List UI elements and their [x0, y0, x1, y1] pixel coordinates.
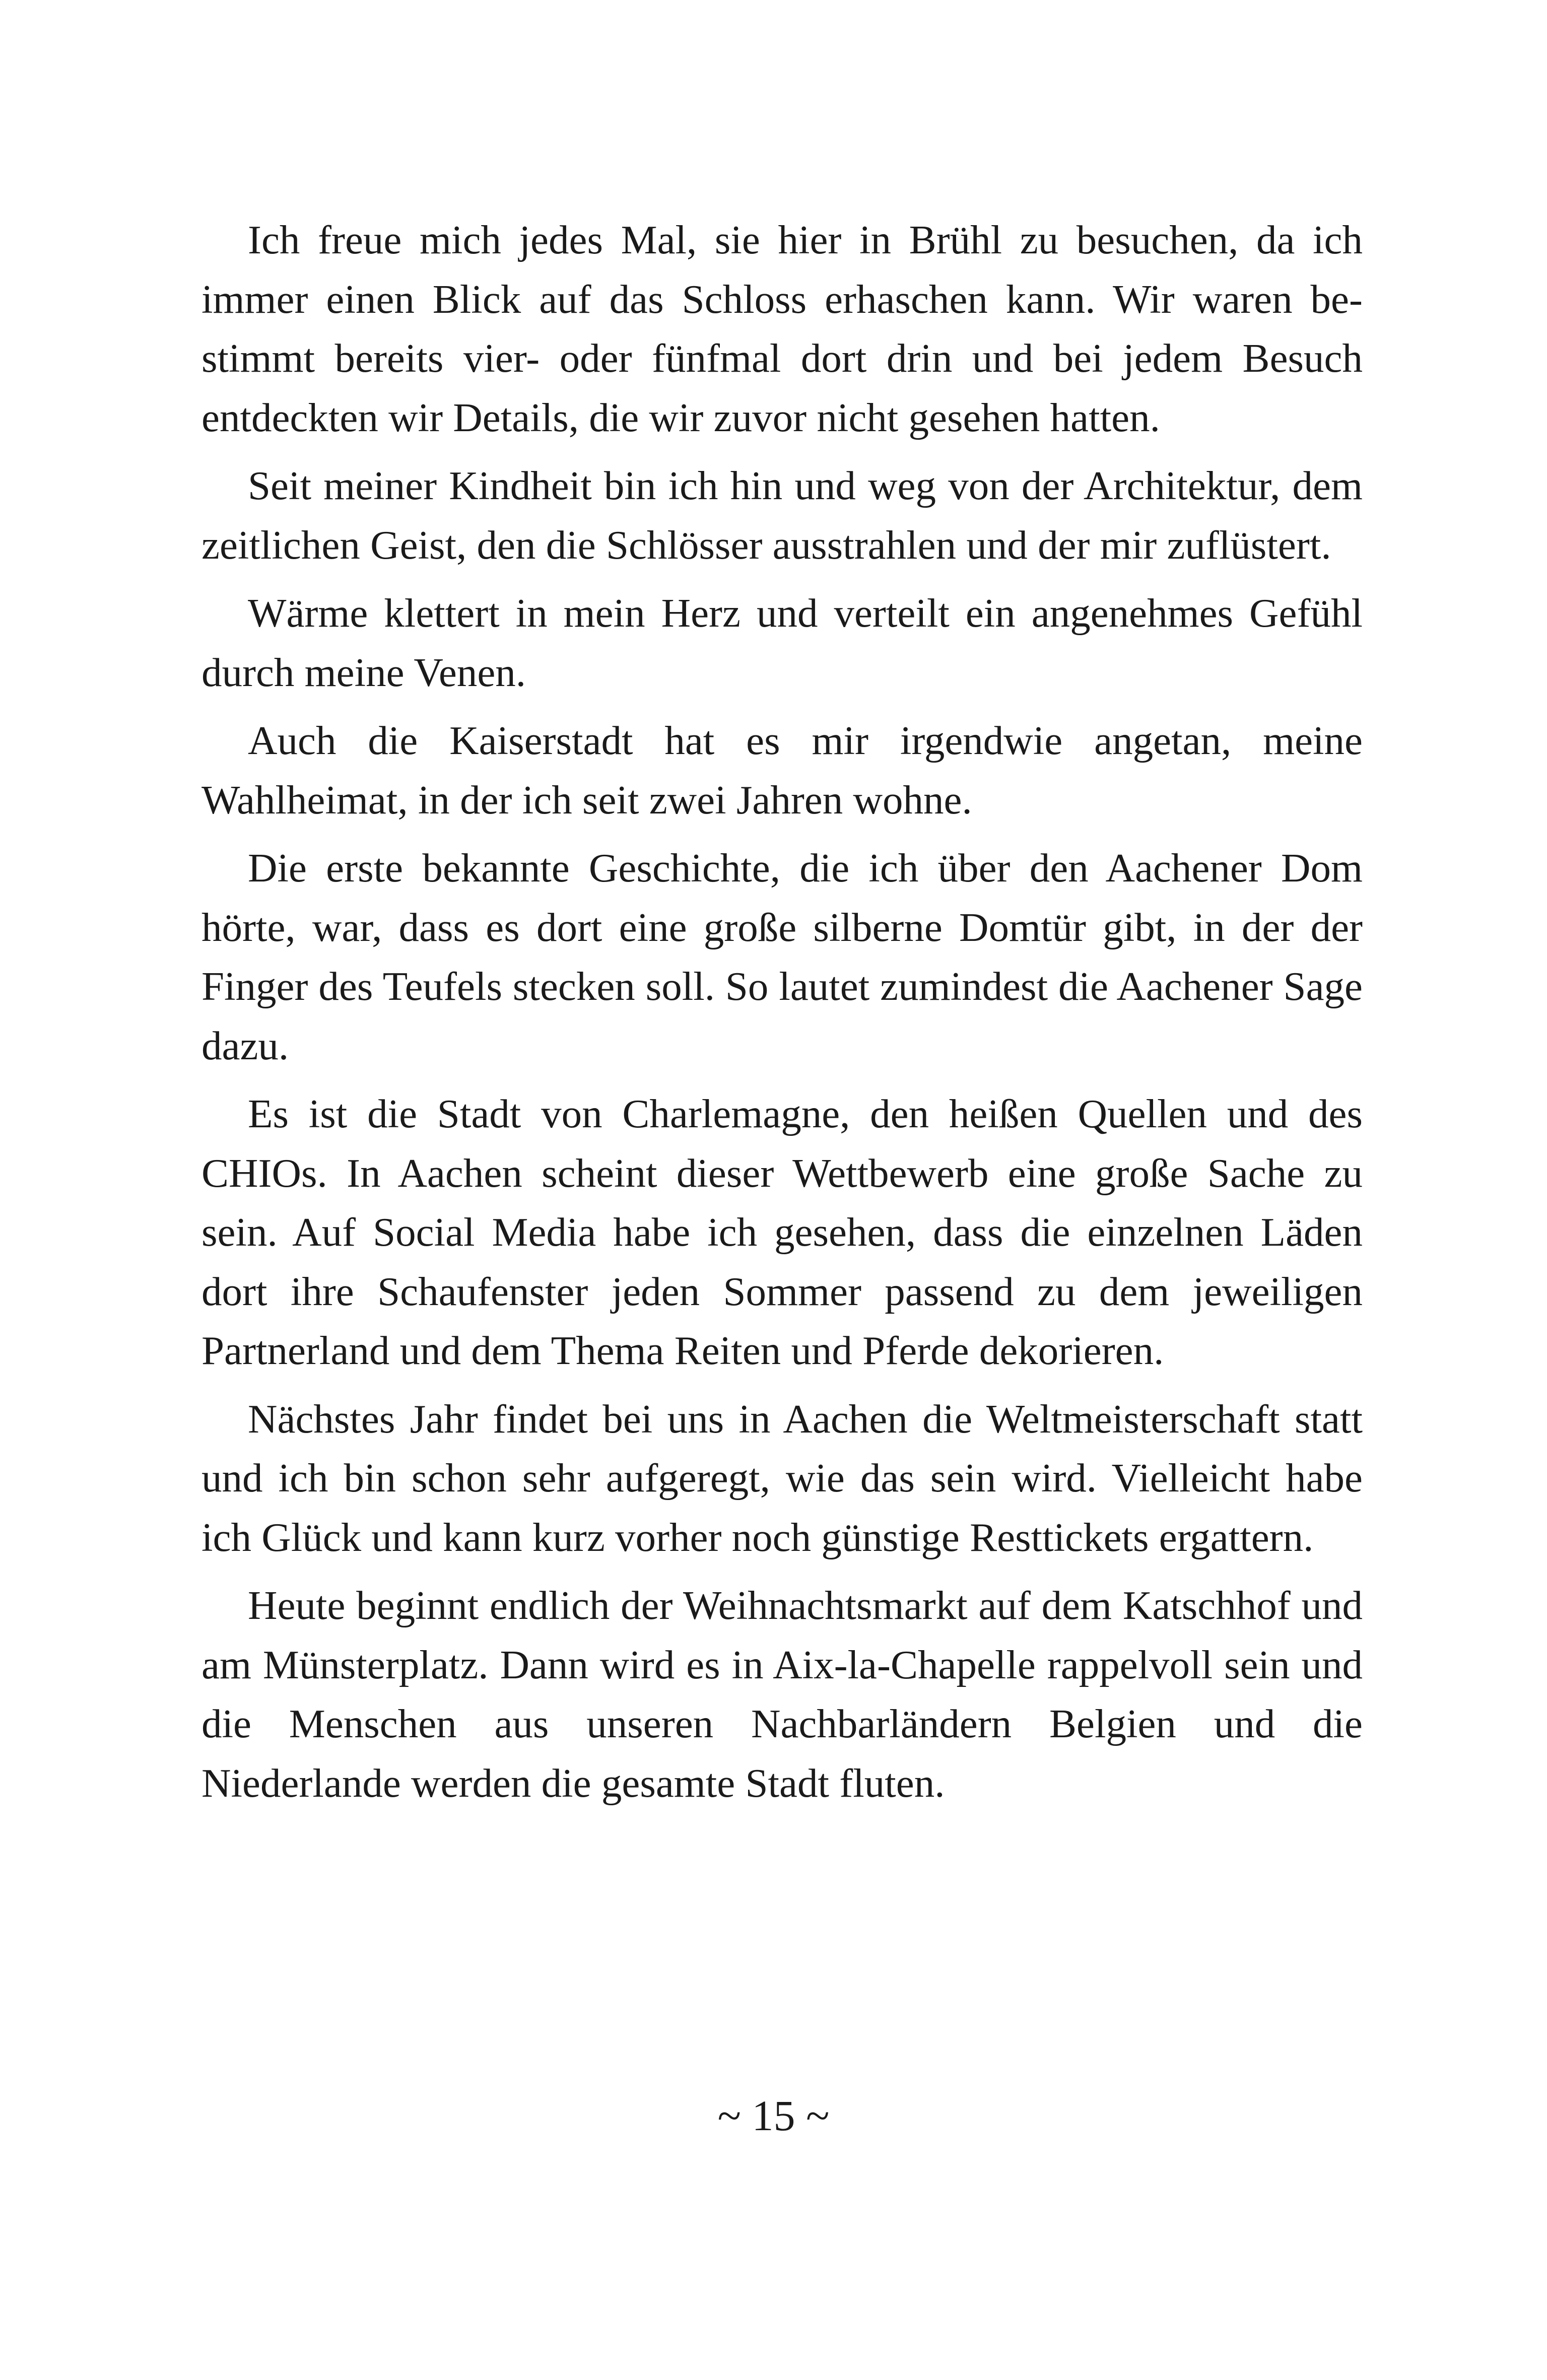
- page-number: ~ 15 ~: [717, 2091, 830, 2140]
- paragraph: Auch die Kaiserstadt hat es mir irgendwie angetan, meine Wahlheimat, in der ich seit zwei Jahren wohne.: [201, 718, 1363, 823]
- paragraph: Die erste bekannte Geschichte, die ich über den Aachener Dom hörte, war, dass es dort eine große silberne Domtür gibt, in der der Finger des Teufels stecken soll. So lautet zumindest die Aachener Sage dazu.: [201, 845, 1363, 1068]
- paragraph: Wärme klettert in mein Herz und verteilt ein angenehmes Gefühl durch meine Venen.: [201, 590, 1363, 695]
- body-text: [201, 211, 1363, 1822]
- paragraph: Es ist die Stadt von Charlemagne, den heißen Quellen und des CHIOs. In Aachen scheint dieser Wettbewerb eine große Sache zu sein. Auf Social Media habe ich gesehen, dass die einzelnen Läden dort ihre Schaufenster jeden Sommer passend zu dem jeweiligen Partnerland und dem Thema Reiten und Pferde dekorieren.: [201, 1091, 1363, 1373]
- paragraph: Ich freue mich jedes Mal, sie hier in Brühl zu besuchen, da ich immer einen Blick auf das Schloss erhaschen kann. Wir waren bestimmt bereits vier- oder fünfmal dort drin und bei jedem Besuch entdeckten wir Details, die wir zuvor nicht gesehen hatten.: [201, 217, 1363, 440]
- paragraph: Heute beginnt endlich der Weihnachtsmarkt auf dem Katschhof und am Münsterplatz. Dann wird es in Aix-la-Chapelle rappelvoll sein und die Menschen aus unseren Nachbarländern Belgien und die Niederlande werden die gesamte Stadt fluten.: [201, 1583, 1363, 1806]
- paragraph: Seit meiner Kindheit bin ich hin und weg von der Architektur, dem zeitlichen Geist, den die Schlösser ausstrahlen und der mir zuflüstert.: [201, 463, 1363, 568]
- paragraph: Nächstes Jahr findet bei uns in Aachen die Weltmeisterschaft statt und ich bin schon sehr aufgeregt, wie das sein wird. Vielleicht habe ich Glück und kann kurz vorher noch günstige Resttickets ergattern.: [201, 1396, 1363, 1560]
